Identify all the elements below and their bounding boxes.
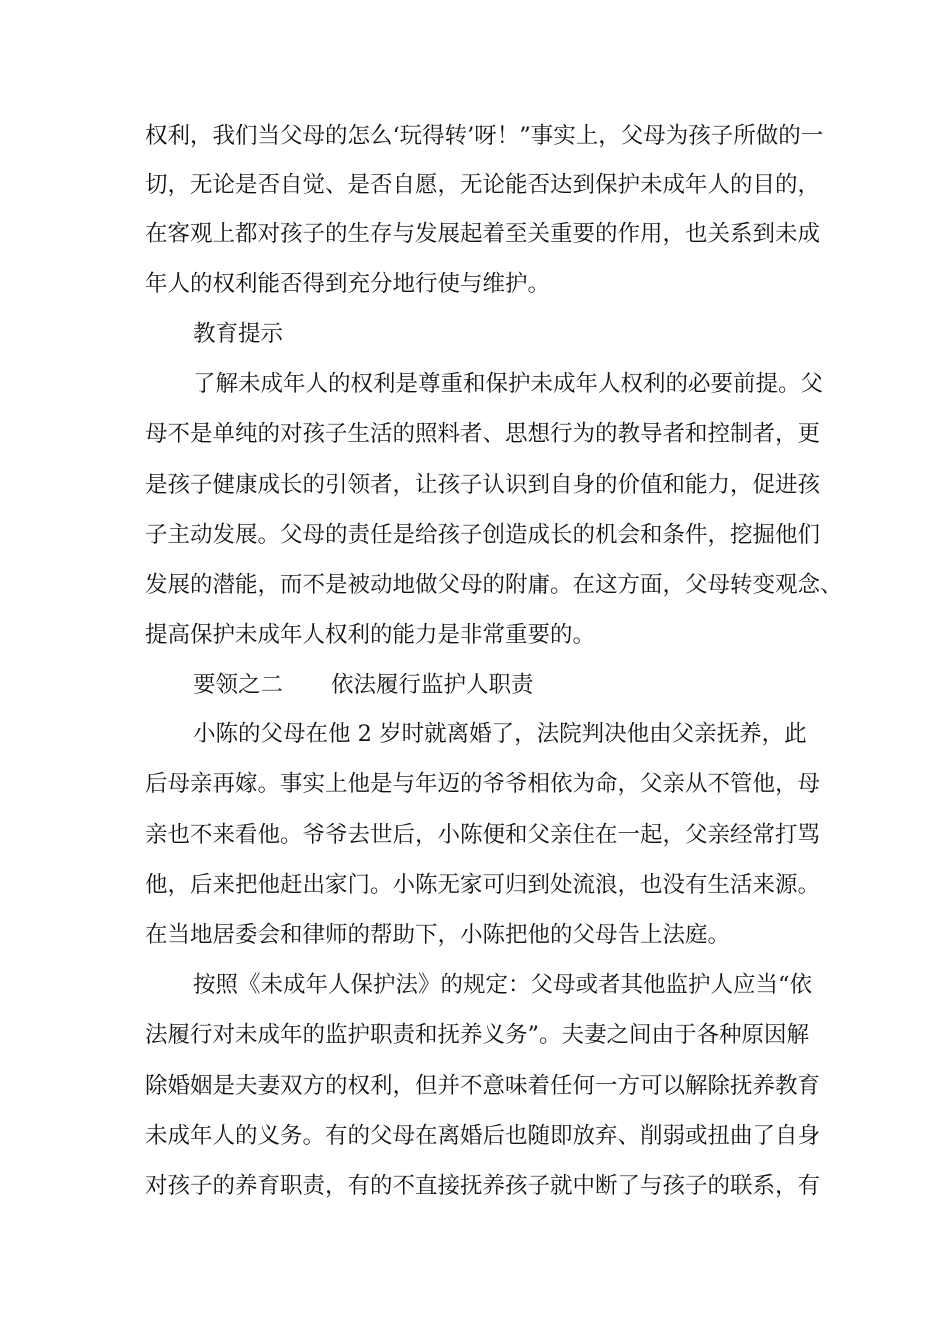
paragraph-line: 子主动发展。父母的责任是给孩子创造成长的机会和条件，挖掘他们 [145, 522, 821, 548]
paragraph-line: 权利，我们当父母的怎么‘玩得转’呀！”事实上，父母为孩子所做的一 [145, 123, 824, 149]
paragraph-line: 未成年人的义务。有的父母在离婚后也随即放弃、削弱或扭曲了自身 [145, 1123, 821, 1149]
paragraph-line: 是孩子健康成长的引领者，让孩子认识到自身的价值和能力，促进孩 [145, 472, 821, 498]
paragraph-line: 法履行对未成年的监护职责和抚养义务”。夫妻之间由于各种原因解 [145, 1022, 810, 1048]
paragraph-line: 切，无论是否自觉、是否自愿，无论能否达到保护未成年人的目的， [145, 172, 821, 198]
section-heading [193, 667, 858, 703]
paragraph-line: 小陈的父母在他 2 岁时就离婚了，法院判决他由父亲抚养，此 [193, 721, 807, 747]
section-title: 依法履行监护人职责 [331, 672, 534, 698]
paragraph-line: 了解未成年人的权利是尊重和保护未成年人权利的必要前提。父 [193, 371, 824, 397]
section-number: 要领之二 [193, 672, 284, 698]
paragraph-line: 他，后来把他赶出家门。小陈无家可归到处流浪，也没有生活来源。 [145, 872, 821, 898]
paragraph-line: 按照《未成年人保护法》的规定：父母或者其他监护人应当“依 [193, 972, 813, 998]
paragraph-line: 亲也不来看他。爷爷去世后，小陈便和父亲住在一起，父亲经常打骂 [145, 822, 821, 848]
section-heading: 教育提示 [193, 321, 284, 347]
paragraph-line: 对孩子的养育职责，有的不直接抚养孩子就中断了与孩子的联系，有 [145, 1173, 821, 1199]
paragraph-line: 年人的权利能否得到充分地行使与维护。 [145, 271, 551, 297]
paragraph-line: 后母亲再嫁。事实上他是与年迈的爷爷相依为命，父亲从不管他，母 [145, 771, 821, 797]
paragraph-line: 除婚姻是夫妻双方的权利，但并不意味着任何一方可以解除抚养教育 [145, 1073, 821, 1099]
paragraph-line: 提高保护未成年人权利的能力是非常重要的。 [145, 622, 596, 648]
paragraph-line: 母不是单纯的对孩子生活的照料者、思想行为的教导者和控制者，更 [145, 421, 821, 447]
paragraph-line: 在客观上都对孩子的生存与发展起着至关重要的作用，也关系到未成 [145, 221, 821, 247]
paragraph-line: 在当地居委会和律师的帮助下，小陈把他的父母告上法庭。 [145, 922, 731, 948]
paragraph-line: 发展的潜能，而不是被动地做父母的附庸。在这方面，父母转变观念、 [145, 572, 843, 598]
